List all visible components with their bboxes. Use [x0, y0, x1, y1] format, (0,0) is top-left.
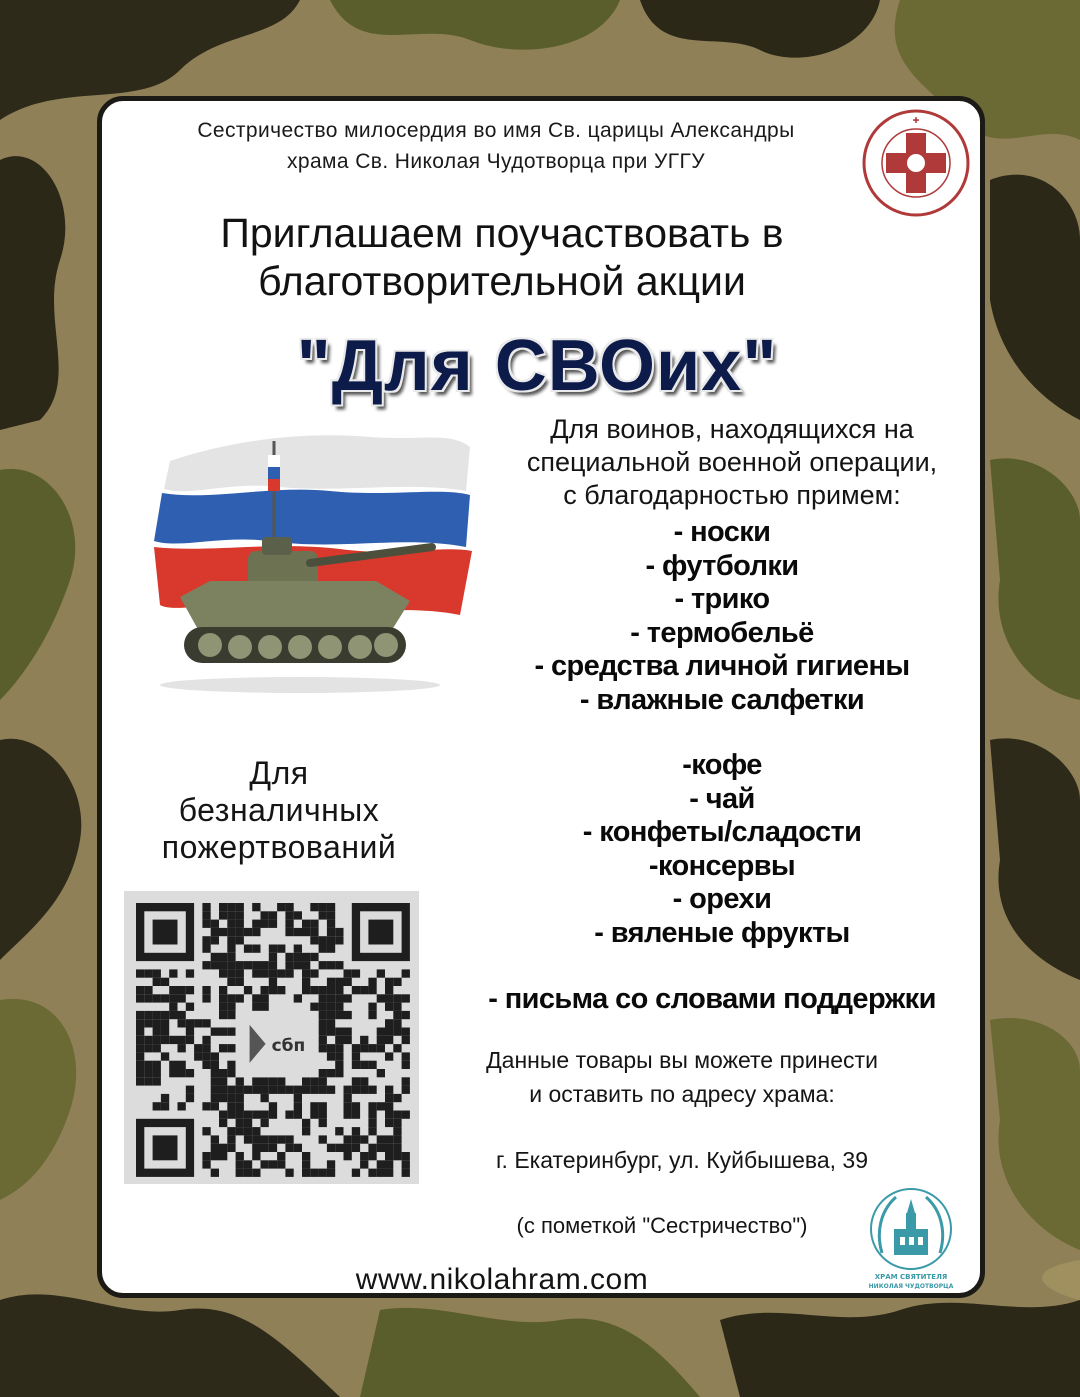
website-link[interactable]: www.nikolahram.com — [355, 1263, 649, 1296]
list-item: - орехи — [672, 883, 772, 915]
list-item: - футболки — [645, 549, 799, 582]
items-list-letters — [442, 983, 982, 1017]
intro-line-2: специальной военной операции, — [526, 447, 938, 477]
delivery-note: (с пометкой "Сестричество") — [516, 1213, 808, 1238]
organization-header — [102, 115, 890, 177]
delivery-instructions — [402, 1043, 962, 1111]
flyer-card — [97, 96, 985, 1298]
qr-code-image — [124, 891, 419, 1184]
donation-label — [124, 755, 434, 866]
intro-text — [472, 413, 985, 512]
intro-line-3: с благодарностью примем: — [563, 480, 901, 510]
list-item: -кофе — [682, 749, 762, 781]
svg-text:✚: ✚ — [912, 116, 920, 125]
tank-with-flag-illustration — [140, 401, 480, 711]
donation-line-3: пожертвований — [161, 829, 397, 865]
items-list-food — [472, 749, 972, 950]
svg-text:НИКОЛАЯ ЧУДОТВОРЦА: НИКОЛАЯ ЧУДОТВОРЦА — [868, 1283, 954, 1290]
temple-address: г. Екатеринбург, ул. Куйбышева, 39 — [495, 1147, 869, 1173]
intro-line-1: Для воинов, находящихся на — [550, 414, 914, 444]
list-item: - письма со словами поддержки — [488, 983, 936, 1015]
list-item: - чай — [689, 782, 755, 815]
org-line-1: Сестричество милосердия во имя Св. царицы Александры — [197, 119, 795, 142]
list-item: - трико — [674, 583, 770, 615]
list-item: - конфеты/сладости — [582, 816, 862, 848]
invitation-line-1: Приглашаем поучаствовать в — [220, 210, 784, 256]
donation-line-1: Для — [249, 755, 309, 791]
list-item: -консервы — [648, 849, 796, 882]
delivery-line-1: Данные товары вы можете принести — [486, 1047, 878, 1073]
list-item: - термобельё — [630, 616, 814, 649]
list-item: - вяленые фрукты — [594, 916, 850, 949]
sbp-qr-code[interactable] — [124, 891, 419, 1184]
list-item: - носки — [673, 516, 771, 548]
svg-text:ХРАМ СВЯТИТЕЛЯ: ХРАМ СВЯТИТЕЛЯ — [874, 1273, 948, 1281]
donation-line-2: безналичных — [178, 792, 380, 828]
campaign-title: "Для СВОих" — [296, 326, 778, 406]
org-line-2: храма Св. Николая Чудотворца при УГГУ — [286, 150, 706, 173]
list-item: - средства личной гигиены — [534, 650, 910, 682]
sisterhood-seal-icon — [860, 107, 972, 219]
invitation-line-2: благотворительной акции — [258, 258, 746, 304]
invitation-heading — [102, 209, 902, 305]
items-list-clothing-hygiene — [472, 516, 972, 717]
sbp-label: сбп — [271, 1035, 306, 1056]
list-item: - влажные салфетки — [579, 683, 865, 716]
delivery-line-2: и оставить по адресу храма: — [529, 1081, 835, 1107]
